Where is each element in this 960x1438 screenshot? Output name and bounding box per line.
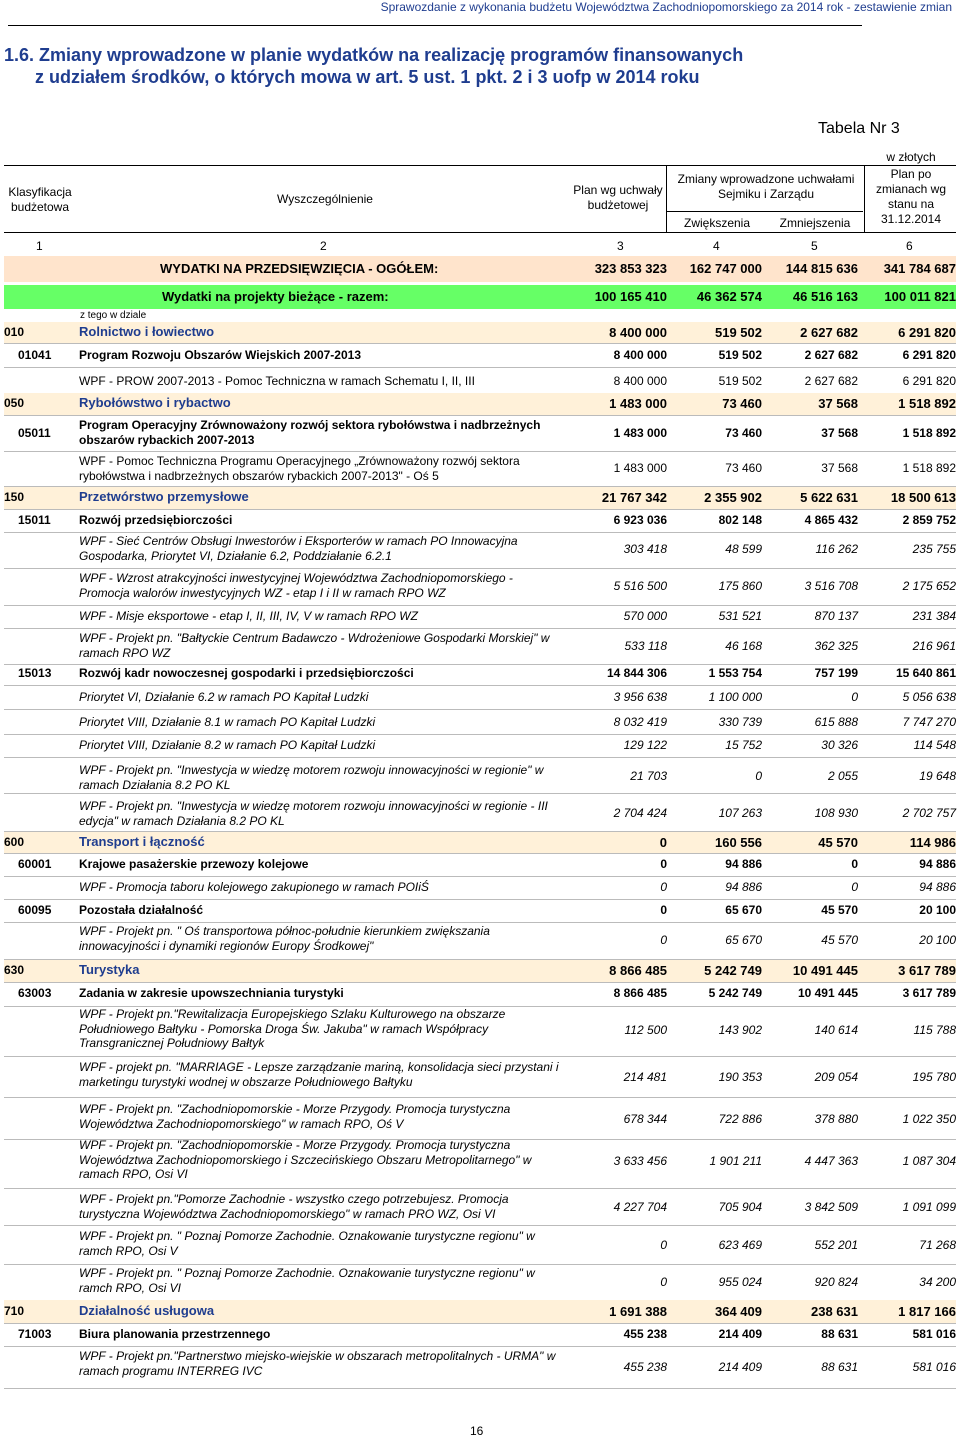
value-cell: 362 325 xyxy=(814,639,858,653)
value-cell: 48 599 xyxy=(725,542,762,556)
value-cell: 88 631 xyxy=(821,1360,858,1374)
row-description: WPF - Misje eksportowe - etap I, II, III, IV, V w ramach RPO WZ xyxy=(79,609,418,623)
section-row xyxy=(4,487,956,509)
row-divider xyxy=(4,1188,956,1189)
classification-code: 05011 xyxy=(18,426,51,440)
value-cell: 330 739 xyxy=(718,715,762,729)
z-tego-note: z tego w dziale xyxy=(80,310,147,321)
section-row xyxy=(4,322,956,343)
row-description: WPF - Sieć Centrów Obsługi Inwestorów i Eksporterów w ramach PO Innowacyjna Gospodarka, Priorytet VI, Działanie 6.2, Poddziałanie 6.2.1 xyxy=(79,534,518,563)
value-cell: 8 032 419 xyxy=(613,715,667,729)
col-num: 1 xyxy=(36,239,43,253)
value-cell: 3 516 708 xyxy=(804,579,858,593)
running-header xyxy=(0,0,960,14)
value-cell: 37 568 xyxy=(821,461,858,475)
table-row xyxy=(0,1227,960,1264)
value-cell: 116 262 xyxy=(815,542,858,556)
value-cell: 21 703 xyxy=(630,769,667,783)
value-cell: 1 518 892 xyxy=(902,461,956,475)
row-description: WPF - Promocja taboru kolejowego zakupionego w ramach POIiŚ xyxy=(79,880,429,894)
value-cell: 10 491 445 xyxy=(797,986,858,1000)
row-divider xyxy=(4,757,956,758)
value-cell: 73 460 xyxy=(725,461,762,475)
value-cell: 94 886 xyxy=(725,857,762,871)
col-plan: Plan wg uchwały budżetowej xyxy=(573,183,663,212)
running-title: Sprawozdanie z wykonania budżetu Województwa Zachodniopomorskiego za 2014 rok - zestawienie zmian xyxy=(380,0,952,14)
value-cell: 1 091 099 xyxy=(902,1200,956,1214)
value-cell: 2 355 902 xyxy=(704,490,762,505)
value-cell: 3 617 789 xyxy=(898,963,956,978)
value-cell: 46 516 163 xyxy=(792,289,858,304)
row-description: WPF - Projekt pn."Pomorze Zachodnie - wszystko czego potrzebujesz. Promocja turystyczna Województwa Zachodniopomorskiego" w ramach PRO WZ, Osi VI xyxy=(79,1192,509,1221)
value-cell: 705 904 xyxy=(718,1200,762,1214)
row-description: WPF - Projekt pn. "Zachodniopomorskie - Morze Przygody. Promocja turystyczna Województwa Zachodniopomorskiego i Szczecińskiego Obszaru Metropolitarnego" w ramach RPO, Osi VI xyxy=(79,1138,532,1181)
value-cell: 455 238 xyxy=(623,1360,667,1374)
row-description: Transport i łączność xyxy=(79,834,205,849)
value-cell: 214 409 xyxy=(718,1360,762,1374)
value-cell: 1 087 304 xyxy=(902,1154,956,1168)
row-divider xyxy=(4,343,956,344)
row-description: WPF - Projekt pn. " Oś transportowa północ-południe kierunkiem zwiększania innowacyjności i dynamiki regionów Europy Środkowej" xyxy=(79,924,490,953)
value-cell: 238 631 xyxy=(811,1304,858,1319)
value-cell: 37 568 xyxy=(818,396,858,411)
classification-code: 15013 xyxy=(18,666,52,680)
value-cell: 0 xyxy=(660,857,667,871)
value-cell: 581 016 xyxy=(912,1327,956,1341)
table-row xyxy=(0,1264,960,1302)
classification-code: 010 xyxy=(4,325,25,339)
header-rule xyxy=(8,25,862,26)
value-cell: 3 633 456 xyxy=(613,1154,667,1168)
value-cell: 2 627 682 xyxy=(804,348,858,362)
value-cell: 0 xyxy=(659,835,667,850)
col-num: 6 xyxy=(906,239,913,253)
col-zmniejszenia: Zmniejszenia xyxy=(779,216,851,230)
value-cell: 46 168 xyxy=(725,639,762,653)
title-line-2: z udziałem środków, o których mowa w art. 5 ust. 1 pkt. 2 i 3 uofp w 2014 roku xyxy=(35,67,700,87)
row-description: Zadania w zakresie upowszechniania turystyki xyxy=(79,986,344,1000)
classification-code: 60095 xyxy=(18,903,52,917)
value-cell: 94 886 xyxy=(919,857,956,871)
row-divider xyxy=(4,1056,956,1057)
value-cell: 19 648 xyxy=(919,769,956,783)
value-cell: 46 362 574 xyxy=(696,289,762,304)
value-cell: 65 670 xyxy=(725,903,762,917)
value-cell: 107 263 xyxy=(718,806,762,820)
value-cell: 2 055 xyxy=(827,769,858,783)
value-cell: 678 344 xyxy=(623,1112,667,1126)
table-row xyxy=(0,734,960,757)
value-cell: 2 704 424 xyxy=(613,806,667,820)
row-divider xyxy=(4,1097,956,1098)
value-cell: 2 627 682 xyxy=(800,325,858,340)
table-row xyxy=(0,1347,960,1388)
row-description: WPF - projekt pn. "MARRIAGE - Lepsze zarządzanie mariną, konsolidacja sieci przystani i marketingu turystyki wodnej w obszarze Południowego Bałtyku xyxy=(79,1060,559,1089)
page-number: 16 xyxy=(470,1424,484,1438)
value-cell: 175 860 xyxy=(718,579,762,593)
value-cell: 65 670 xyxy=(725,933,762,947)
value-cell: 7 747 270 xyxy=(902,715,956,729)
header-top-rule xyxy=(4,165,956,166)
row-description: WPF - Projekt pn. "Inwestycja w wiedzę motorem rozwoju innowacyjności w regionie" w ramach Działania 8.2 PO KL xyxy=(79,763,544,792)
value-cell: 2 859 752 xyxy=(902,513,956,527)
value-cell: 6 291 820 xyxy=(898,325,956,340)
section-row xyxy=(4,393,956,415)
value-cell: 6 923 036 xyxy=(613,513,667,527)
table-row xyxy=(0,629,960,664)
value-cell: 623 469 xyxy=(718,1238,762,1252)
value-cell: 0 xyxy=(660,933,667,947)
total-biezace-label: Wydatki na projekty bieżące - razem: xyxy=(162,289,389,304)
row-description: WPF - Projekt pn. "Inwestycja w wiedzę motorem rozwoju innowacyjności w regionie - III edycja" w ramach Działania 8.2 PO KL xyxy=(79,799,548,828)
row-divider xyxy=(4,367,956,368)
value-cell: 209 054 xyxy=(814,1070,858,1084)
row-description: Rozwój kadr nowoczesnej gospodarki i przedsiębiorczości xyxy=(79,666,414,680)
value-cell: 100 165 410 xyxy=(594,289,667,304)
row-description: WPF - Projekt pn."Rewitalizacja Europejskiego Szlaku Kulturowego na obszarze Południowego Bałtyku - Pomorska Droga Św. Jakuba" w ramach Współpracy Transgranicznej Południowy Bałtyk xyxy=(79,1007,506,1050)
value-cell: 15 640 861 xyxy=(895,666,956,680)
table-row xyxy=(0,1190,960,1225)
value-cell: 195 780 xyxy=(912,1070,956,1084)
value-cell: 533 118 xyxy=(624,639,667,653)
row-divider xyxy=(4,685,956,686)
value-cell: 1 483 000 xyxy=(613,426,667,440)
value-cell: 18 500 613 xyxy=(890,490,956,505)
total-biezace-row xyxy=(4,285,956,309)
value-cell: 21 767 342 xyxy=(601,490,667,505)
table-row xyxy=(0,922,960,959)
row-description: WPF - Projekt pn. " Poznaj Pomorze Zachodnie. Oznakowanie turystyczne regionu" w ramch RPO, Osi V xyxy=(79,1229,535,1258)
value-cell: 8 866 485 xyxy=(613,986,667,1000)
value-cell: 214 481 xyxy=(623,1070,667,1084)
value-cell: 160 556 xyxy=(715,835,762,850)
value-cell: 1 691 388 xyxy=(609,1304,667,1319)
value-cell: 519 502 xyxy=(715,325,762,340)
value-cell: 455 238 xyxy=(623,1327,667,1341)
value-cell: 0 xyxy=(660,880,667,894)
value-cell: 1 100 000 xyxy=(708,690,762,704)
value-cell: 8 400 000 xyxy=(613,374,667,388)
classification-code: 710 xyxy=(4,1304,25,1318)
classification-code: 050 xyxy=(4,396,25,410)
value-cell: 581 016 xyxy=(912,1360,956,1374)
zmiany-rule xyxy=(667,211,863,212)
row-description: WPF - Wzrost atrakcyjności inwestycyjnej Województwa Zachodniopomorskiego - Promocja walorów inwestycyjnych WZ - etap I i II w ramach RPO WZ xyxy=(79,571,513,600)
value-cell: 722 886 xyxy=(718,1112,762,1126)
value-cell: 5 242 749 xyxy=(708,986,762,1000)
value-cell: 114 986 xyxy=(909,835,956,850)
row-description: Program Operacyjny Zrównoważony rozwój sektora rybołówstwa i nadbrzeżnych obszarów rybackich 2007-2013 xyxy=(79,418,541,447)
row-divider xyxy=(4,1225,956,1226)
value-cell: 6 291 820 xyxy=(902,348,956,362)
row-divider xyxy=(4,1388,956,1389)
value-cell: 8 400 000 xyxy=(609,325,667,340)
value-cell: 114 548 xyxy=(913,738,956,752)
table-row xyxy=(0,876,960,899)
value-cell: 15 752 xyxy=(725,738,762,752)
row-description: Priorytet VI, Działanie 6.2 w ramach PO Kapitał Ludzki xyxy=(79,690,369,704)
subsection-row xyxy=(0,663,960,685)
classification-code: 60001 xyxy=(18,857,52,871)
value-cell: 570 000 xyxy=(623,609,667,623)
row-description: Rybołówstwo i rybactwo xyxy=(79,395,231,410)
row-description: WPF - Pomoc Techniczna Programu Operacyjnego „Zrównoważony rozwój sektora rybołówstwa i nadbrzeżnych obszarów rybackich 2007-2013" - Oś 5 xyxy=(79,454,520,483)
value-cell: 1 817 166 xyxy=(898,1304,956,1319)
value-cell: 552 201 xyxy=(814,1238,858,1252)
value-cell: 37 568 xyxy=(821,426,858,440)
value-cell: 45 570 xyxy=(821,933,858,947)
row-divider xyxy=(4,793,956,794)
value-cell: 1 483 000 xyxy=(609,396,667,411)
col-divider xyxy=(666,166,667,232)
row-description: Priorytet VIII, Działanie 8.2 w ramach PO Kapitał Ludzki xyxy=(79,738,376,752)
row-description: WPF - Projekt pn. "Zachodniopomorskie - Morze Przygody. Promocja turystyczna Województwa Zachodniopomorskiego" w ramach RPO, Oś V xyxy=(79,1102,511,1131)
col-divider xyxy=(864,166,865,232)
table-label: Tabela Nr 3 xyxy=(818,120,900,137)
value-cell: 143 902 xyxy=(718,1023,762,1037)
value-cell: 757 199 xyxy=(814,666,858,680)
value-cell: 140 614 xyxy=(814,1023,858,1037)
value-cell: 162 747 000 xyxy=(689,261,762,276)
value-cell: 519 502 xyxy=(718,374,762,388)
subsection-row xyxy=(0,853,960,876)
col-zmiany: Zmiany wprowadzone uchwałami Sejmiku i Zarządu xyxy=(677,172,855,201)
value-cell: 6 291 820 xyxy=(902,374,956,388)
value-cell: 3 842 509 xyxy=(804,1200,858,1214)
value-cell: 8 400 000 xyxy=(613,348,667,362)
value-cell: 4 227 704 xyxy=(613,1200,667,1214)
value-cell: 2 702 757 xyxy=(902,806,956,820)
col-zwiekszenia: Zwiększenia xyxy=(683,216,751,230)
table-row xyxy=(0,370,960,393)
row-description: WPF - Projekt pn."Partnerstwo miejsko-wiejskie w obszarach metropolitalnych - URMA" w ramach programu INTERREG IVC xyxy=(79,1349,556,1378)
value-cell: 3 956 638 xyxy=(613,690,667,704)
value-cell: 4 865 432 xyxy=(804,513,858,527)
table-row xyxy=(0,532,960,568)
value-cell: 303 418 xyxy=(623,542,667,556)
table-row xyxy=(0,797,960,831)
value-cell: 1 483 000 xyxy=(613,461,667,475)
value-cell: 14 844 306 xyxy=(606,666,667,680)
row-description: Pozostała działalność xyxy=(79,903,204,917)
subsection-row xyxy=(0,509,960,532)
value-cell: 364 409 xyxy=(715,1304,762,1319)
classification-code: 630 xyxy=(4,963,25,977)
col-num: 5 xyxy=(811,239,818,253)
value-cell: 2 175 652 xyxy=(902,579,956,593)
value-cell: 0 xyxy=(755,769,762,783)
value-cell: 20 100 xyxy=(919,933,956,947)
subsection-row xyxy=(0,416,960,451)
row-description: Przetwórstwo przemysłowe xyxy=(79,489,249,504)
table-row xyxy=(0,569,960,605)
value-cell: 0 xyxy=(660,1275,667,1289)
row-description: Program Rozwoju Obszarów Wiejskich 2007-2013 xyxy=(79,348,361,362)
value-cell: 73 460 xyxy=(722,396,762,411)
value-cell: 216 961 xyxy=(912,639,956,653)
classification-code: 71003 xyxy=(18,1327,52,1341)
value-cell: 519 502 xyxy=(718,348,762,362)
value-cell: 88 631 xyxy=(821,1327,858,1341)
value-cell: 615 888 xyxy=(814,715,858,729)
col-klasyfikacja: Klasyfikacja budżetowa xyxy=(8,185,72,214)
subsection-row xyxy=(0,899,960,922)
row-description: Rozwój przedsiębiorczości xyxy=(79,513,233,527)
row-description: WPF - PROW 2007-2013 - Pomoc Techniczna w ramach Schematu I, II, III xyxy=(79,374,475,388)
section-row xyxy=(4,960,956,982)
value-cell: 231 384 xyxy=(912,609,956,623)
value-cell: 34 200 xyxy=(919,1275,956,1289)
value-cell: 4 447 363 xyxy=(804,1154,858,1168)
table-row xyxy=(0,761,960,793)
value-cell: 1 022 350 xyxy=(902,1112,956,1126)
value-cell: 802 148 xyxy=(718,513,762,527)
col-num: 3 xyxy=(617,239,624,253)
value-cell: 5 056 638 xyxy=(902,690,956,704)
value-cell: 2 627 682 xyxy=(804,374,858,388)
row-description: Krajowe pasażerskie przewozy kolejowe xyxy=(79,857,309,871)
value-cell: 30 326 xyxy=(821,738,858,752)
value-cell: 214 409 xyxy=(718,1327,762,1341)
title-line-1: 1.6. Zmiany wprowadzone w planie wydatków na realizację programów finansowanych xyxy=(4,45,744,65)
col-num: 4 xyxy=(713,239,720,253)
value-cell: 5 622 631 xyxy=(800,490,858,505)
table-row xyxy=(0,687,960,709)
value-cell: 323 853 323 xyxy=(594,261,667,276)
col-num: 2 xyxy=(320,239,327,253)
value-cell: 0 xyxy=(851,690,858,704)
classification-code: 600 xyxy=(4,835,25,849)
value-cell: 0 xyxy=(851,857,858,871)
value-cell: 378 880 xyxy=(814,1112,858,1126)
value-cell: 129 122 xyxy=(623,738,667,752)
value-cell: 531 521 xyxy=(718,609,762,623)
unit-label: w złotych xyxy=(886,150,936,164)
row-description: Turystyka xyxy=(79,962,140,977)
table-row xyxy=(0,1100,960,1139)
value-cell: 0 xyxy=(851,880,858,894)
classification-code: 01041 xyxy=(18,348,52,362)
value-cell: 3 617 789 xyxy=(902,986,956,1000)
table-row xyxy=(0,452,960,486)
value-cell: 955 024 xyxy=(718,1275,762,1289)
total-ogolem-row xyxy=(4,256,956,282)
classification-code: 15011 xyxy=(18,513,51,527)
value-cell: 8 866 485 xyxy=(609,963,667,978)
classification-code: 150 xyxy=(4,490,25,504)
col-wyszczegolnienie: Wyszczególnienie xyxy=(277,192,373,206)
value-cell: 870 137 xyxy=(814,609,858,623)
row-description: Priorytet VIII, Działanie 8.1 w ramach PO Kapitał Ludzki xyxy=(79,715,376,729)
section-row xyxy=(4,1300,956,1323)
value-cell: 115 788 xyxy=(913,1023,956,1037)
subsection-row xyxy=(0,345,960,367)
total-ogolem-label: WYDATKI NA PRZEDSIĘWZIĘCIA - OGÓŁEM: xyxy=(160,261,439,276)
value-cell: 45 570 xyxy=(818,835,858,850)
row-description: Rolnictwo i łowiectwo xyxy=(79,324,215,339)
value-cell: 0 xyxy=(660,1238,667,1252)
value-cell: 94 886 xyxy=(919,880,956,894)
value-cell: 5 516 500 xyxy=(613,579,667,593)
subsection-row xyxy=(0,1323,960,1346)
value-cell: 5 242 749 xyxy=(704,963,762,978)
table-row xyxy=(0,1058,960,1097)
value-cell: 920 824 xyxy=(814,1275,858,1289)
value-cell: 73 460 xyxy=(725,426,762,440)
value-cell: 71 268 xyxy=(919,1238,956,1252)
value-cell: 1 553 754 xyxy=(708,666,762,680)
column-numbers xyxy=(0,237,960,255)
header-bottom-rule xyxy=(4,232,956,233)
value-cell: 1 901 211 xyxy=(709,1154,762,1168)
value-cell: 1 518 892 xyxy=(898,396,956,411)
value-cell: 94 886 xyxy=(725,880,762,894)
value-cell: 341 784 687 xyxy=(883,261,956,276)
col-plan-po: Plan po zmianach wg stanu na 31.12.2014 xyxy=(875,167,947,226)
table-row xyxy=(0,711,960,734)
table-row xyxy=(0,606,960,628)
row-divider xyxy=(4,709,956,710)
row-description: WPF - Projekt pn. " Poznaj Pomorze Zachodnie. Oznakowanie turystyczne regionu" w ramch RPO, Osi VI xyxy=(79,1266,535,1295)
value-cell: 0 xyxy=(660,903,667,917)
value-cell: 108 930 xyxy=(814,806,858,820)
table-row xyxy=(0,1136,960,1188)
value-cell: 20 100 xyxy=(919,903,956,917)
value-cell: 10 491 445 xyxy=(792,963,858,978)
subsection-row xyxy=(0,982,960,1006)
value-cell: 112 500 xyxy=(624,1023,667,1037)
value-cell: 190 353 xyxy=(718,1070,762,1084)
value-cell: 235 755 xyxy=(912,542,956,556)
value-cell: 1 518 892 xyxy=(902,426,956,440)
section-title xyxy=(4,44,944,88)
value-cell: 100 011 821 xyxy=(884,289,956,304)
section-row xyxy=(4,832,956,853)
row-description: Działalność usługowa xyxy=(79,1303,215,1318)
classification-code: 63003 xyxy=(18,986,52,1000)
value-cell: 45 570 xyxy=(821,903,858,917)
value-cell: 144 815 636 xyxy=(785,261,858,276)
row-description: Biura planowania przestrzennego xyxy=(79,1327,271,1341)
table-row xyxy=(0,1005,960,1056)
row-description: WPF - Projekt pn. "Bałtyckie Centrum Badawczo - Wdrożeniowe Gospodarki Morskiej" w ramach RPO WZ xyxy=(79,631,550,660)
